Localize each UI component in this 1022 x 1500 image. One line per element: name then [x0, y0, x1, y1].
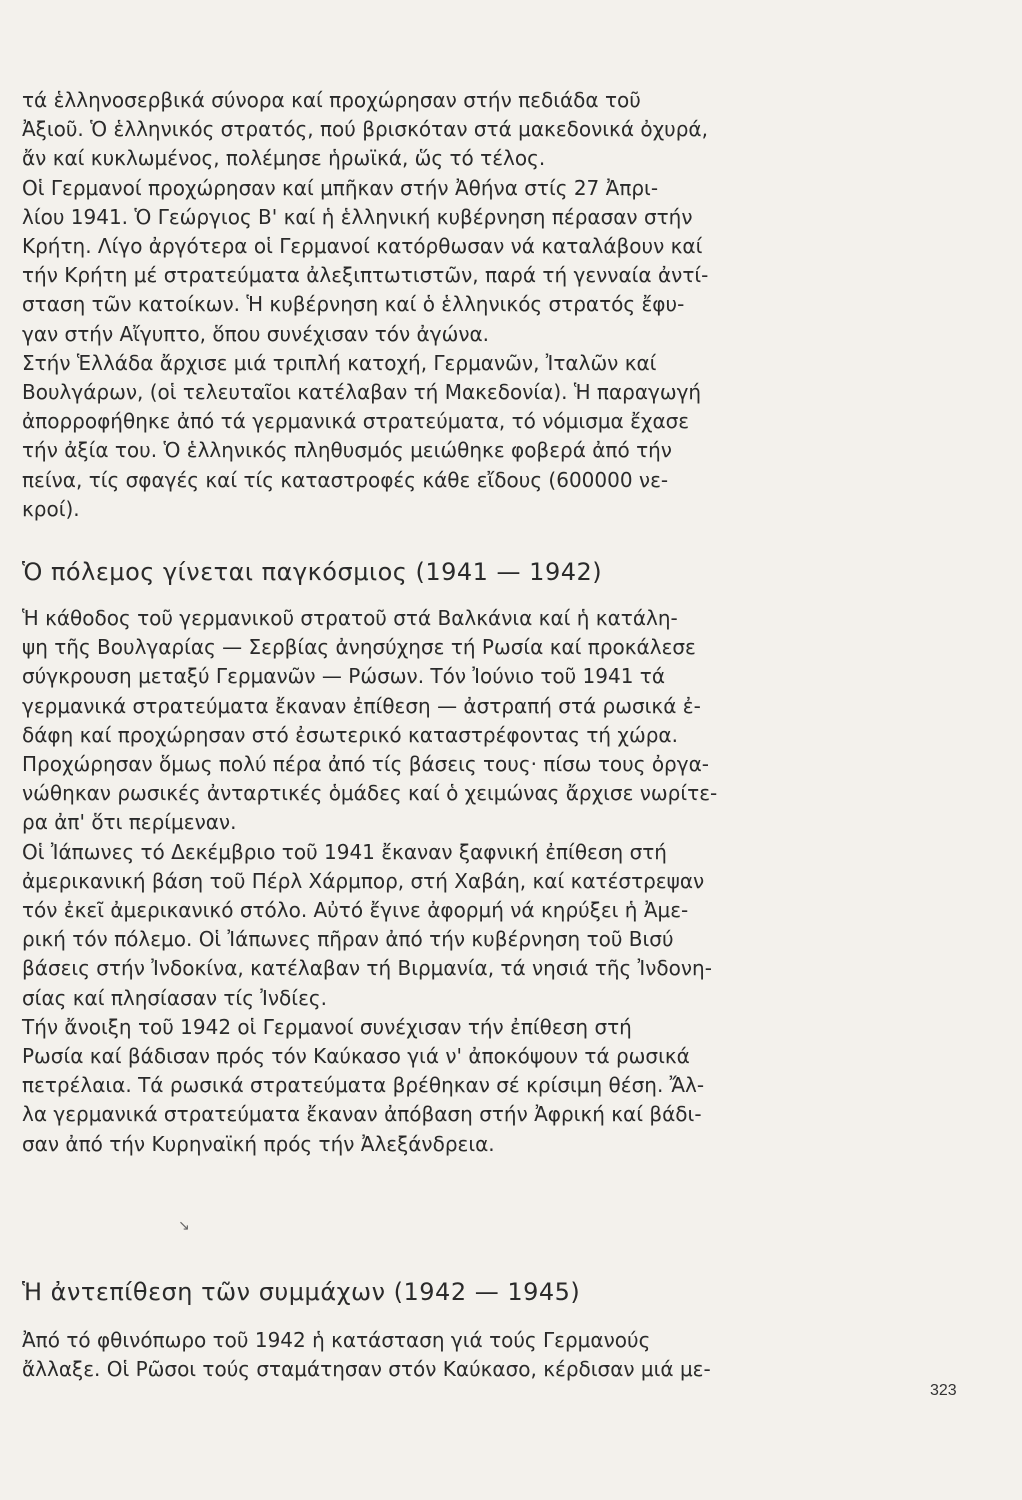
- text-line: σαν ἀπό τήν Κυρηναϊκή πρός τήν Ἀλεξάνδρεια.: [22, 1131, 495, 1156]
- section-1-text: [22, 86, 792, 524]
- text-line: τήν ἀξία του. Ὁ ἑλληνικός πληθυσμός μειώθηκε φοβερά ἀπό τήν: [22, 438, 672, 463]
- text-line: γαν στήν Αἴγυπτο, ὅπου συνέχισαν τόν ἀγώνα.: [22, 321, 490, 346]
- text-line: λα γερμανικά στρατεύματα ἔκαναν ἀπόβαση στήν Ἀφρική καί βάδι-: [22, 1102, 702, 1127]
- text-line: πείνα, τίς σφαγές καί τίς καταστροφές κάθε εἴδους (600000 νε-: [22, 467, 669, 492]
- text-line: νώθηκαν ρωσικές ἀνταρτικές ὁμάδες καί ὁ χειμώνας ἄρχισε νωρίτε-: [22, 781, 718, 806]
- text-line: Οἱ Ἰάπωνες τό Δεκέμβριο τοῦ 1941 ἔκαναν ξαφνική ἐπίθεση στή: [22, 839, 667, 864]
- paragraph-2: [22, 604, 792, 1159]
- text-line: λίου 1941. Ὁ Γεώργιος Β' καί ἡ ἑλληνική κυβέρνηση πέρασαν στήν: [22, 204, 693, 229]
- text-line: ρική τόν πόλεμο. Οἱ Ἰάπωνες πῆραν ἀπό τήν κυβέρνηση τοῦ Βισύ: [22, 927, 674, 952]
- text-line: Βουλγάρων, (οἱ τελευταῖοι κατέλαβαν τή Μακεδονία). Ἡ παραγωγή: [22, 380, 702, 405]
- text-line: Ἡ κάθοδος τοῦ γερμανικοῦ στρατοῦ στά Βαλκάνια καί ἡ κατάλη-: [22, 606, 678, 630]
- text-line: τήν Κρήτη μέ στρατεύματα ἀλεξιπτωτιστῶν, παρά τή γενναία ἀντί-: [22, 263, 709, 288]
- section-heading-world-war: Ὁ πόλεμος γίνεται παγκόσμιος (1941 — 1942): [22, 558, 603, 586]
- text-line: ψη τῆς Βουλγαρίας — Σερβίας ἀνησύχησε τή Ρωσία καί προκάλεσε: [22, 635, 696, 660]
- text-line: πετρέλαια. Τά ρωσικά στρατεύματα βρέθηκαν σέ κρίσιμη θέση. Ἄλ-: [22, 1073, 705, 1098]
- text-line: Οἱ Γερμανοί προχώρησαν καί μπῆκαν στήν Ἀθήνα στίς 27 Ἀπρι-: [22, 175, 659, 200]
- text-line: ρα ἀπ' ὅτι περίμεναν.: [22, 810, 237, 835]
- text-line: Στήν Ἑλλάδα ἄρχισε μιά τριπλή κατοχή, Γερμανῶν, Ἰταλῶν καί: [22, 350, 657, 375]
- text-line: Ἀξιοῦ. Ὁ ἑλληνικός στρατός, πού βρισκόταν στά μακεδονικά ὀχυρά,: [22, 117, 708, 142]
- text-line: Ρωσία καί βάδισαν πρός τόν Καύκασο γιά ν' ἀποκόψουν τά ρωσικά: [22, 1044, 690, 1069]
- text-line: ἀπορροφήθηκε ἀπό τά γερμανικά στρατεύματα, τό νόμισμα ἔχασε: [22, 409, 690, 434]
- text-line: δάφη καί προχώρησαν στό ἐσωτερικό καταστρέφοντας τή χώρα.: [22, 722, 678, 747]
- text-line: βάσεις στήν Ἰνδοκίνα, κατέλαβαν τή Βιρμανία, τά νησιά τῆς Ἰνδονη-: [22, 956, 712, 981]
- stray-mark: ↘: [178, 1218, 190, 1234]
- text-line: σύγκρουση μεταξύ Γερμανῶν — Ρώσων. Τόν Ἰούνιο τοῦ 1941 τά: [22, 664, 666, 689]
- text-line: Τήν ἄνοιξη τοῦ 1942 οἱ Γερμανοί συνέχισαν τήν ἐπίθεση στή: [22, 1014, 632, 1039]
- text-line: σταση τῶν κατοίκων. Ἡ κυβέρνηση καί ὁ ἑλληνικός στρατός ἔφυ-: [22, 292, 685, 317]
- text-line: σίας καί πλησίασαν τίς Ἰνδίες.: [22, 985, 327, 1010]
- text-line: κροί).: [22, 496, 80, 521]
- text-line: ἄλλαξε. Οἱ Ρῶσοι τούς σταμάτησαν στόν Καύκασο, κέρδισαν μιά με-: [22, 1357, 711, 1382]
- text-line: Προχώρησαν ὅμως πολύ πέρα ἀπό τίς βάσεις τους· πίσω τους ὀργα-: [22, 752, 709, 777]
- text-line: τά ἑλληνοσερβικά σύνορα καί προχώρησαν στήν πεδιάδα τοῦ: [22, 88, 641, 112]
- text-line: τόν ἐκεῖ ἀμερικανικό στόλο. Αὐτό ἔγινε ἀφορμή νά κηρύξει ἡ Ἀμε-: [22, 898, 689, 923]
- text-line: Ἀπό τό φθινόπωρο τοῦ 1942 ἡ κατάσταση γιά τούς Γερμανούς: [22, 1328, 651, 1352]
- paragraph-3: [22, 1326, 792, 1384]
- paragraph-1: [22, 86, 792, 524]
- section-3-text: [22, 1326, 792, 1384]
- section-heading-allied-counterattack: Ἡ ἀντεπίθεση τῶν συμμάχων (1942 — 1945): [22, 1278, 581, 1306]
- page-number: 323: [930, 1382, 957, 1399]
- section-2-text: [22, 604, 792, 1159]
- text-line: ἀμερικανική βάση τοῦ Πέρλ Χάρμπορ, στή Χαβάη, καί κατέστρεψαν: [22, 868, 705, 893]
- text-line: Κρήτη. Λίγο ἀργότερα οἱ Γερμανοί κατόρθωσαν νά καταλάβουν καί: [22, 234, 703, 259]
- text-line: ἄν καί κυκλωμένος, πολέμησε ἡρωϊκά, ὥς τό τέλος.: [22, 146, 546, 171]
- text-line: γερμανικά στρατεύματα ἔκαναν ἐπίθεση — ἀστραπή στά ρωσικά ἐ-: [22, 693, 701, 718]
